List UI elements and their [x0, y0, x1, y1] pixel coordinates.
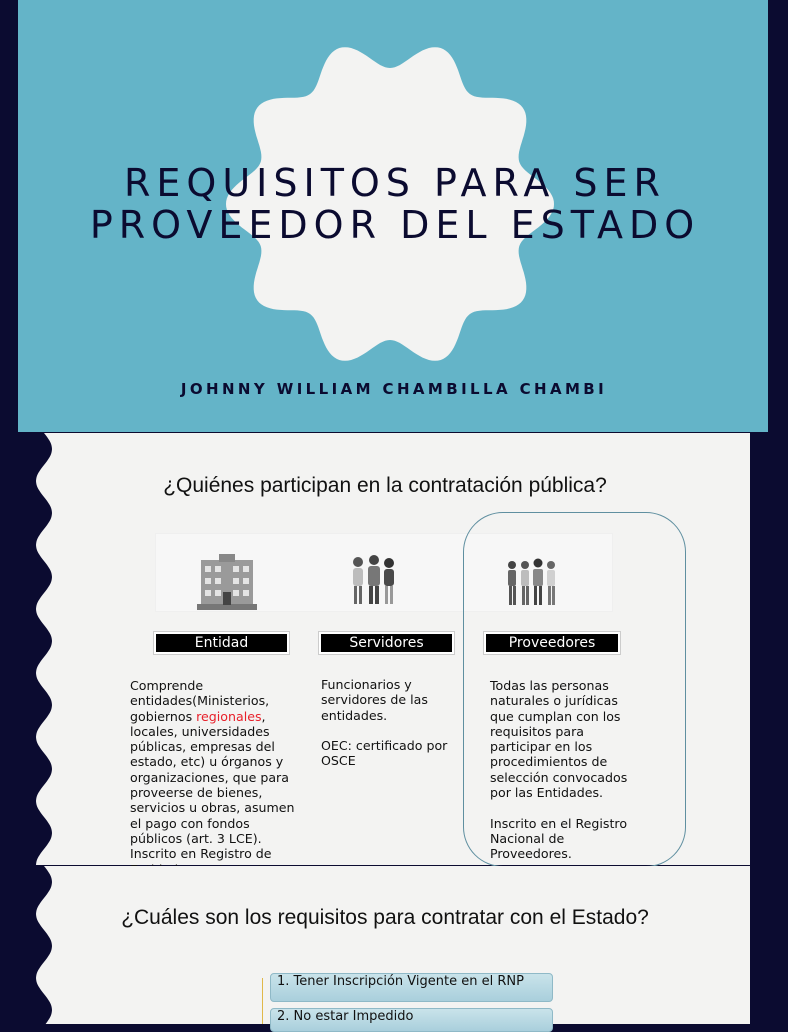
title-slide — [0, 0, 768, 432]
slide-heading: ¿Quiénes participan en la contratación pública? — [163, 474, 607, 497]
servidores-description — [321, 677, 456, 769]
title-line-2: PROVEEDOR DEL ESTADO — [89, 203, 701, 247]
requirement-item: 2. No estar Impedido — [270, 1008, 553, 1032]
entidad-text-registry: Inscrito en Registro de — [130, 846, 272, 862]
proveedores-description — [490, 678, 640, 862]
label-proveedores: Proveedores — [484, 632, 620, 654]
presentation-title — [60, 162, 730, 246]
requirements-slide — [0, 866, 768, 1024]
entidad-text-part2: , locales, universidades públicas, empresas del estado, etc) u órganos y organizaciones, que para proveerse de bienes, servicios u obras, asumen el pago con fondos públicos (art. 3 LCE). — [130, 708, 295, 846]
servidores-paragraph-1: Funcionarios y servidores de las entidades. — [321, 677, 428, 723]
label-servidores: Servidores — [319, 632, 454, 654]
left-wave-border — [0, 866, 60, 1024]
entidad-text-part1: Comprende entidades(Ministerios, gobiernos — [130, 678, 270, 724]
entidad-description — [130, 678, 302, 865]
label-entidad: Entidad — [154, 632, 289, 654]
entidad-text-red: regionales — [196, 708, 262, 724]
building-icon — [197, 554, 257, 610]
connector-line — [262, 978, 263, 1024]
slide-heading: ¿Cuáles son los requisitos para contratar con el Estado? — [121, 906, 649, 929]
title-line-1: REQUISITOS PARA SER — [124, 161, 666, 205]
left-wave-border — [0, 433, 60, 865]
participants-slide — [0, 433, 768, 865]
author-name: JOHNNY WILLIAM CHAMBILLA CHAMBI — [180, 380, 608, 398]
people-group-icon — [349, 554, 399, 606]
people-crowd-icon — [505, 557, 559, 609]
servidores-paragraph-2: OEC: certificado por OSCE — [321, 738, 448, 769]
requirement-item: 1. Tener Inscripción Vigente en el RNP — [270, 973, 553, 1002]
proveedores-paragraph-1: Todas las personas naturales o jurídicas que cumplan con los requisitos para participar en los procedimientos de selección convocados por las Entidades. — [490, 678, 628, 801]
proveedores-paragraph-2: Inscrito en el Registro Nacional de Proveedores. — [490, 815, 628, 862]
